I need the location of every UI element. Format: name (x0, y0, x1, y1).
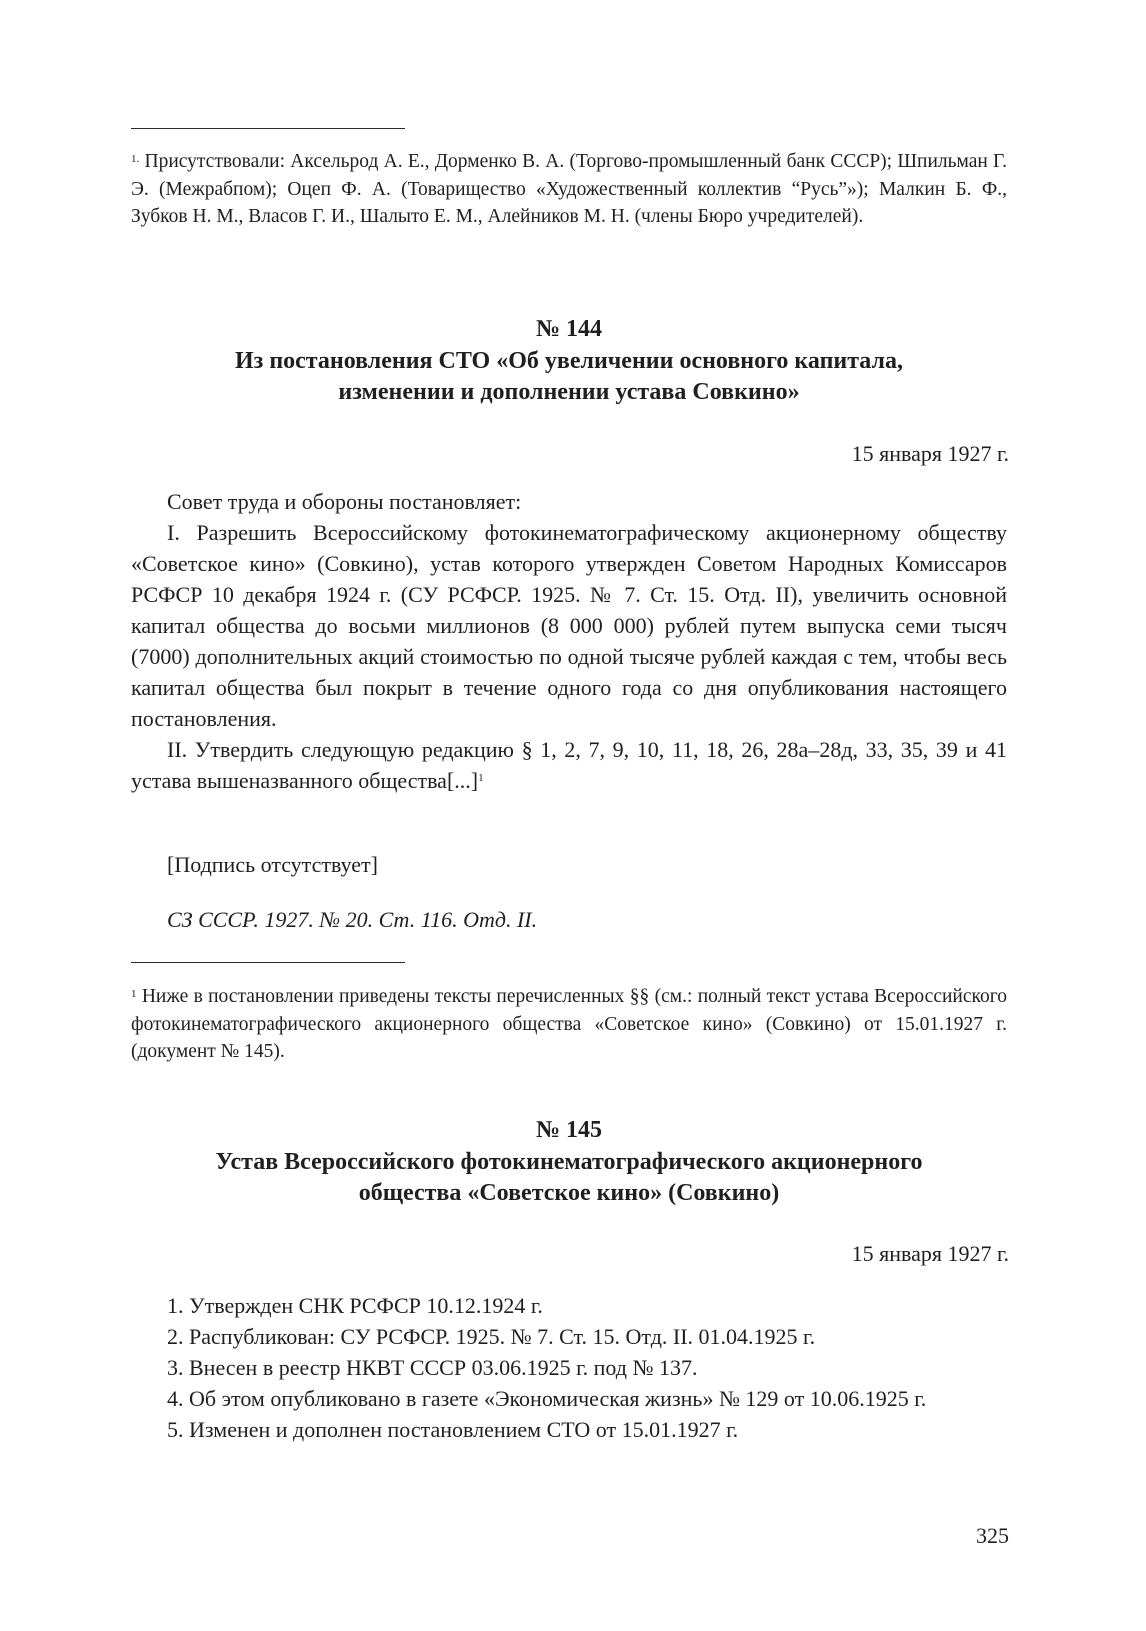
page-number: 325 (976, 1523, 1009, 1548)
document-144-title-line1: Из постановления СТО «Об увеличении основного капитала, (235, 348, 903, 374)
list-item: 2. Распубликован: СУ РСФСР. 1925. № 7. Ст. 15. Отд. II. 01.04.1925 г. (167, 1324, 816, 1349)
footnote-marker: 1. (131, 153, 140, 165)
footnote-text: Присутствовали: Аксельрод А. Е., Дорменко В. А. (Торгово-промышленный банк СССР); Шпильман Г. Э. (Межрабпом); Оцеп Ф. А. (Товарищество «Художественный коллектив “Русь”»); Малкин Б. Ф., Зубков Н. М., Власов Г. И., Шалыто Е. М., Алейников М. Н. (члены Бюро учредителей). (131, 151, 1007, 227)
list-item: 4. Об этом опубликовано в газете «Экономическая жизнь» № 129 от 10.06.1925 г. (167, 1386, 927, 1411)
source-citation: СЗ СССР. 1927. № 20. Ст. 116. Отд. II. (167, 907, 538, 932)
signature-note: [Подпись отсутствует] (167, 852, 378, 877)
list-item: 5. Изменен и дополнен постановлением СТО от 15.01.1927 г. (167, 1417, 739, 1442)
document-144-title-line2: изменении и дополнении устава Совкино» (338, 379, 800, 405)
document-145-list (131, 1290, 1007, 1445)
paragraph-2 (131, 734, 1007, 796)
list-item: 1. Утвержден СНК РСФСР 10.12.1924 г. (167, 1293, 543, 1318)
footnote-paragraphs (131, 983, 1007, 1066)
document-145-number: № 145 (535, 1117, 603, 1143)
footnote-separator-mid (131, 962, 405, 963)
footnote-separator-top (131, 128, 405, 129)
list-item: 3. Внесен в реестр НКВТ СССР 03.06.1925 г. под № 137. (167, 1355, 698, 1380)
document-144-body (131, 486, 1007, 796)
footnote-text: Ниже в постановлении приведены тексты перечисленных §§ (см.: полный текст устава Всероссийского фотокинематографического акционерного общества «Советское кино» (Совкино) от 15.01.1927 г. (документ № 145). (131, 986, 1007, 1062)
document-145-date: 15 января 1927 г. (851, 1241, 1009, 1266)
document-144-date: 15 января 1927 г. (851, 441, 1009, 466)
document-145-title-line2: общества «Советское кино» (Совкино) (358, 1180, 780, 1206)
paragraph-2-text: II. Утвердить следующую редакцию § 1, 2, 7, 9, 10, 11, 18, 26, 28а–28д, 33, 35, 39 и 41 устава вышеназванного общества[...] (131, 737, 1007, 793)
paragraph-1: I. Разрешить Всероссийскому фотокинематографическому акционерному обществу «Советское кино» (Совкино), устав которого утвержден Советом Народных Комиссаров РСФСР 10 декабря 1924 г. (СУ РСФСР. 1925. № 7. Ст. 15. Отд. II), увеличить основной капитал общества до восьми миллионов (8 000 000) рублей путем выпуска семи тысяч (7000) дополнительных акций стоимостью по одной тысяче рублей каждая с тем, чтобы весь капитал общества был покрыт в течение одного года со дня опубликования настоящего постановления. (131, 520, 1007, 731)
footnote-ref: 1 (478, 772, 484, 784)
footnote-attendees (131, 148, 1007, 231)
intro-paragraph: Совет труда и обороны постановляет: (167, 489, 522, 514)
footnote-marker: 1 (131, 988, 137, 1000)
document-145-title-line1: Устав Всероссийского фотокинематографического акционерного (215, 1149, 923, 1175)
document-144-number: № 144 (535, 316, 603, 342)
